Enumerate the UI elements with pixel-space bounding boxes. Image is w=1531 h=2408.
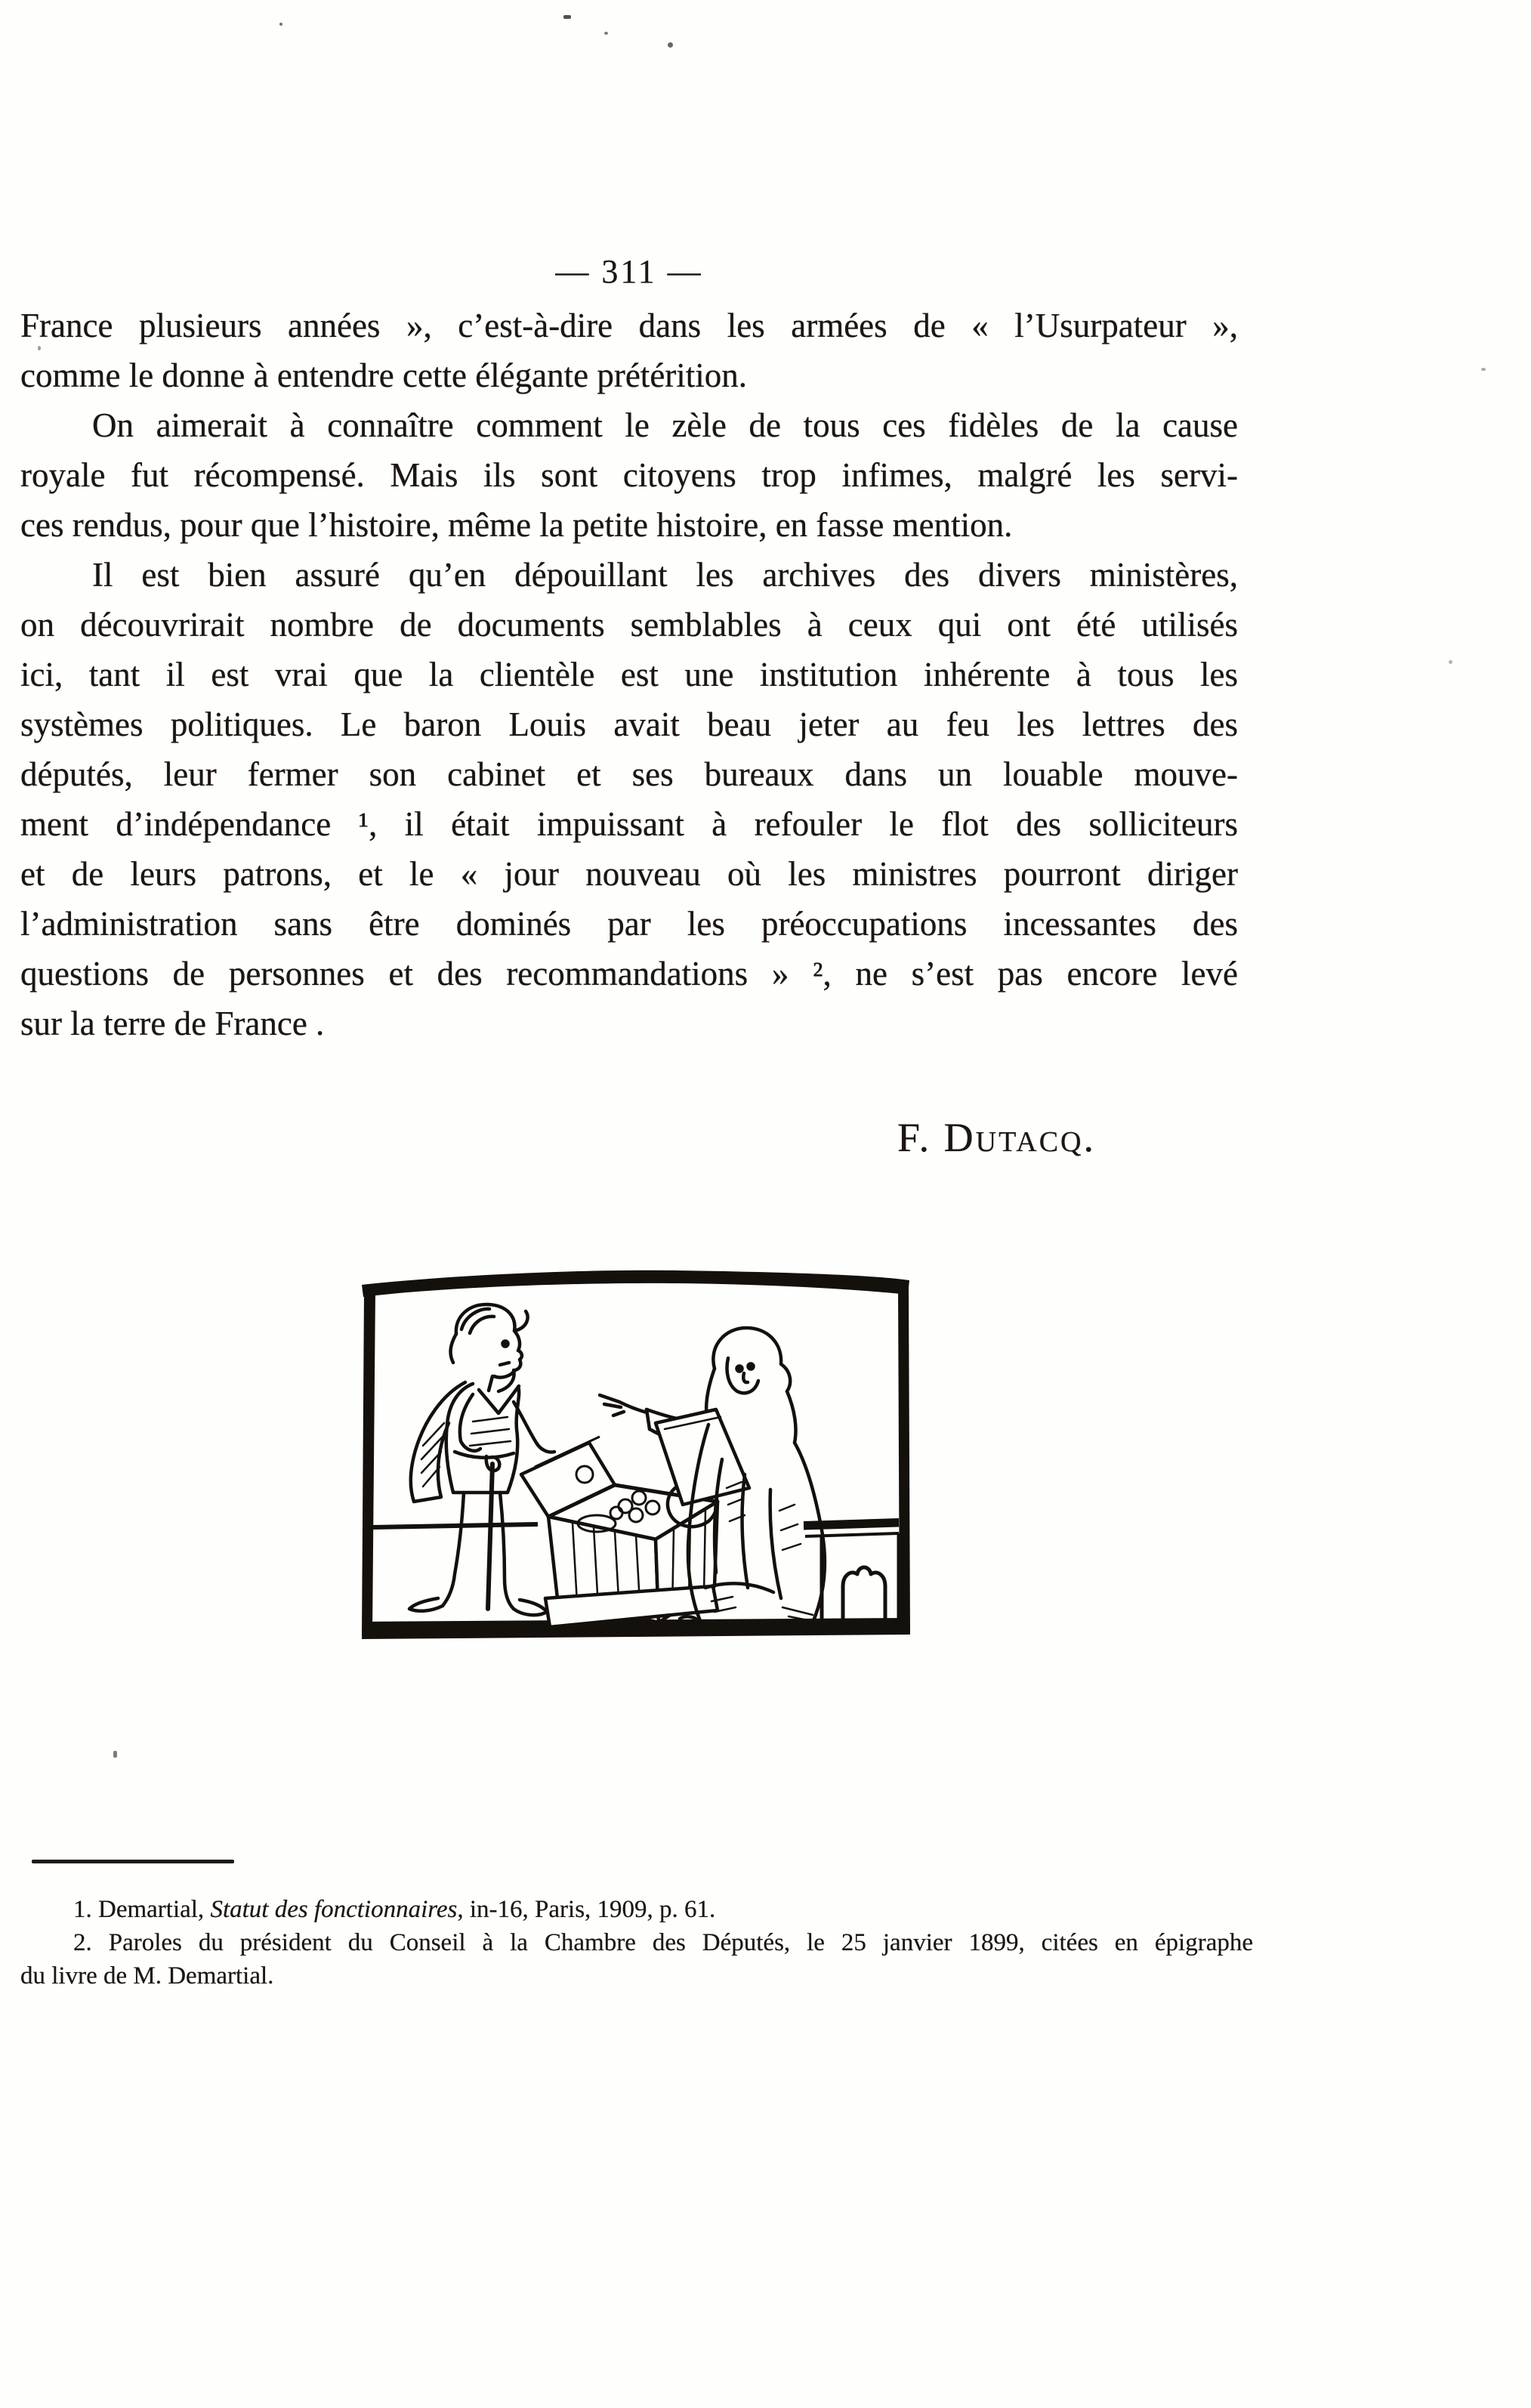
scan-artifact (604, 32, 608, 35)
paragraph (20, 550, 1238, 1048)
body-line: l’administration sans être dominés par les préoccupations incessantes des (20, 905, 1238, 943)
scan-artifact (113, 1751, 117, 1758)
footnote-title-italic: Statut des fonctionnaires (210, 1896, 458, 1923)
footnote-text: 1. Demartial, (73, 1896, 211, 1923)
footnote-text: , in-16, Paris, 1909, p. 61. (457, 1896, 716, 1923)
scan-artifact (1481, 368, 1486, 371)
body-line: ment d’indépendance ¹, il était impuissant à refouler le flot des solliciteurs (20, 805, 1238, 843)
body-text (20, 301, 1238, 1048)
body-line: On aimerait à connaître comment le zèle de tous ces fidèles de la cause (92, 406, 1238, 444)
body-line: France plusieurs années », c’est-à-dire dans les armées de « l’Usurpateur », (20, 307, 1238, 344)
scan-artifact (279, 23, 282, 26)
author-signature: F. Dutacq. (897, 1115, 1096, 1160)
footnote (20, 1926, 1253, 1993)
standing-man-figure (409, 1304, 554, 1615)
footnote-text: 2. Paroles du président du Conseil à la Chambre des Députés, le 25 janvier 1899, citées en épigraphe (73, 1929, 1253, 1956)
body-line: et de leurs patrons, et le « jour nouveau où les ministres pourront diriger (20, 855, 1238, 893)
woodcut-illustration (360, 1261, 912, 1653)
scan-artifact (38, 346, 41, 350)
body-line: royale fut récompensé. Mais ils sont citoyens trop infimes, malgré les servi- (20, 456, 1238, 494)
body-line: Il est bien assuré qu’en dépouillant les archives des divers ministères, (92, 556, 1238, 594)
body-line: ici, tant il est vrai que la clientèle est une institution inhérente à tous les (20, 656, 1238, 693)
body-line: députés, leur fermer son cabinet et ses bureaux dans un louable mouve- (20, 755, 1238, 793)
scan-artifact (563, 15, 571, 19)
paragraph (20, 400, 1238, 550)
footnote (20, 1893, 1253, 1926)
page-number: — 311 — (555, 253, 703, 290)
footnote-line (20, 1959, 1253, 1993)
footnote-line (20, 1926, 1253, 1959)
footnote-line (20, 1893, 1253, 1926)
body-line: systèmes politiques. Le baron Louis avait beau jeter au feu les lettres des (20, 705, 1238, 743)
body-line: ces rendus, pour que l’histoire, même la petite histoire, en fasse mention. (20, 506, 1013, 544)
footnote-rule (32, 1860, 234, 1863)
paragraph (20, 301, 1238, 400)
footnotes (20, 1893, 1253, 1993)
body-line: sur la terre de France . (20, 1005, 325, 1042)
body-line: questions de personnes et des recommandations » ², ne s’est pas encore levé (20, 955, 1238, 993)
body-line: comme le donne à entendre cette élégante prétérition. (20, 357, 748, 394)
scan-artifact (1449, 660, 1452, 664)
woodcut-svg (360, 1261, 912, 1653)
footnote-text: du livre de M. Demartial. (20, 1962, 274, 1990)
scan-artifact (668, 42, 673, 48)
arched-niche (843, 1567, 885, 1621)
body-line: on découvrirait nombre de documents semblables à ceux qui ont été utilisés (20, 606, 1238, 644)
